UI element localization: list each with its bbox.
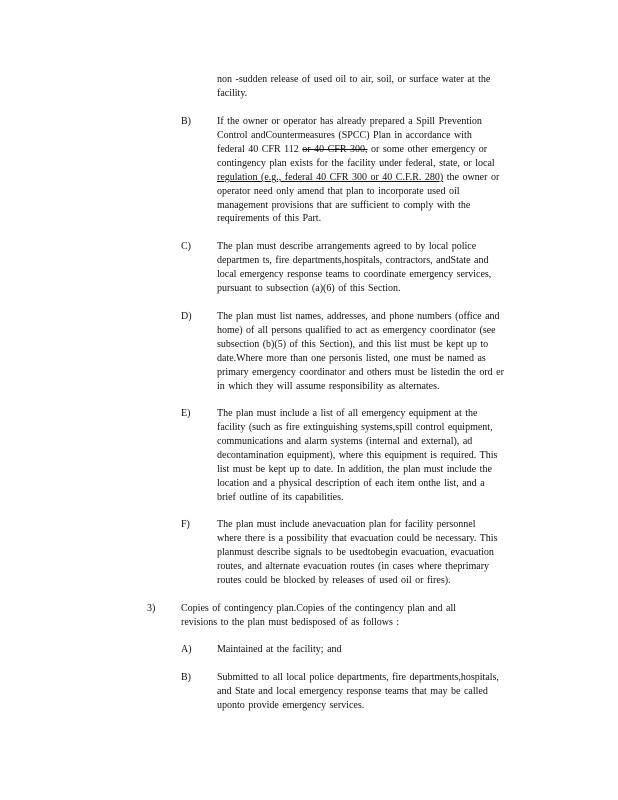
struck-citation: or 40 CFR 300,: [302, 144, 368, 155]
item-b-line-3: [217, 143, 487, 157]
item-f-line-4: routes, and alternate evacuation routes (in cases where theprimary: [217, 561, 490, 572]
intro-line-1: non -sudden release of used oil to air, soil, or surface water at the: [217, 74, 491, 85]
section-3-item-b-line-2: and State and local emergency response teams that may be called: [217, 686, 488, 697]
item-e-line-1: The plan must include a list of all emergency equipment at the: [217, 408, 478, 419]
item-f-line-3: planmust describe signals to be usedtobegin evacuation, evacuation: [217, 547, 494, 558]
item-e-line-2: facility (such as fire extinguishing systems,spill control equipment,: [217, 422, 493, 433]
item-d-line-6: in which they will assume responsibility as alternates.: [217, 381, 440, 392]
intro-line-2: facility.: [217, 88, 248, 99]
item-e-line-4: decontamination equipment), where this equipment is required. This: [217, 450, 498, 461]
item-b-line-3-b: or some other emergency or: [371, 144, 488, 155]
item-b-line-3-a: federal 40 CFR 112: [217, 144, 299, 155]
item-b-line-6: operator need only amend that plan to incorporate used oil: [217, 186, 460, 197]
item-b-line-1: If the owner or operator has already prepared a Spill Prevention: [217, 116, 482, 127]
section-3-line-1: Copies of contingency plan.Copies of the contingency plan and all: [181, 603, 457, 614]
section-3-item-b-label: B): [181, 672, 191, 683]
item-b-line-5: [217, 171, 499, 185]
item-d-line-5: primary emergency coordinator and others must be listedin the ord er: [217, 367, 504, 378]
item-e-line-6: location and a physical description of each item onthe list, and a: [217, 478, 485, 489]
section-3-line-2: revisions to the plan must bedisposed of as follows :: [181, 617, 400, 628]
item-d-line-4: date.Where more than one personis listed, one must be named as: [217, 353, 486, 364]
item-f-line-2: where there is a possibility that evacuation could be necessary. This: [217, 533, 498, 544]
item-e-line-3: communications and alarm systems (internal and external), ad: [217, 436, 473, 447]
underlined-citation: regulation (e.g., federal 40 CFR 300 or 40 C.F.R. 280): [217, 172, 444, 183]
item-f-label: F): [181, 519, 190, 530]
item-c-line-1: The plan must describe arrangements agreed to by local police: [217, 241, 477, 252]
item-d-line-2: home) of all persons qualified to act as emergency coordinator (see: [217, 325, 496, 336]
item-c-line-3: local emergency response teams to coordinate emergency services,: [217, 269, 492, 280]
item-c-line-4: pursuant to subsection (a)(6) of this Section.: [217, 283, 401, 294]
item-b-line-8: requirements of this Part.: [217, 213, 322, 224]
item-d-line-3: subsection (b)(5) of this Section), and this list must be kept up to: [217, 339, 489, 350]
item-e-line-5: list must be kept up to date. In addition, the plan must include the: [217, 464, 492, 475]
item-c-label: C): [181, 241, 191, 252]
item-e-label: E): [181, 408, 191, 419]
item-b-line-4: contingency plan exists for the facility under federal, state, or local: [217, 158, 495, 169]
item-d-line-1: The plan must list names, addresses, and phone numbers (office and: [217, 311, 500, 322]
item-b-line-2: Control andCountermeasures (SPCC) Plan in accordance with: [217, 130, 472, 141]
item-c-line-2: departmen ts, fire departments,hospitals, contractors, andState and: [217, 255, 489, 266]
section-3-label: 3): [147, 603, 156, 614]
item-d-label: D): [181, 311, 192, 322]
item-b-line-7: management provisions that are sufficient to comply with the: [217, 200, 471, 211]
item-f-line-5: routes could be blocked by releases of used oil or fires).: [217, 575, 451, 586]
section-3-item-a-label: A): [181, 644, 192, 655]
section-3-item-a-line-1: Maintained at the facility; and: [217, 644, 342, 655]
item-b-label: B): [181, 116, 191, 127]
item-e-line-7: brief outline of its capabilities.: [217, 492, 344, 503]
section-3-item-b-line-1: Submitted to all local police departments, fire departments,hospitals,: [217, 672, 499, 683]
item-f-line-1: The plan must include anevacuation plan for facility personnel: [217, 519, 476, 530]
item-b-line-5-b: the owner or: [446, 172, 500, 183]
section-3-item-b-line-3: uponto provide emergency services.: [217, 700, 365, 711]
